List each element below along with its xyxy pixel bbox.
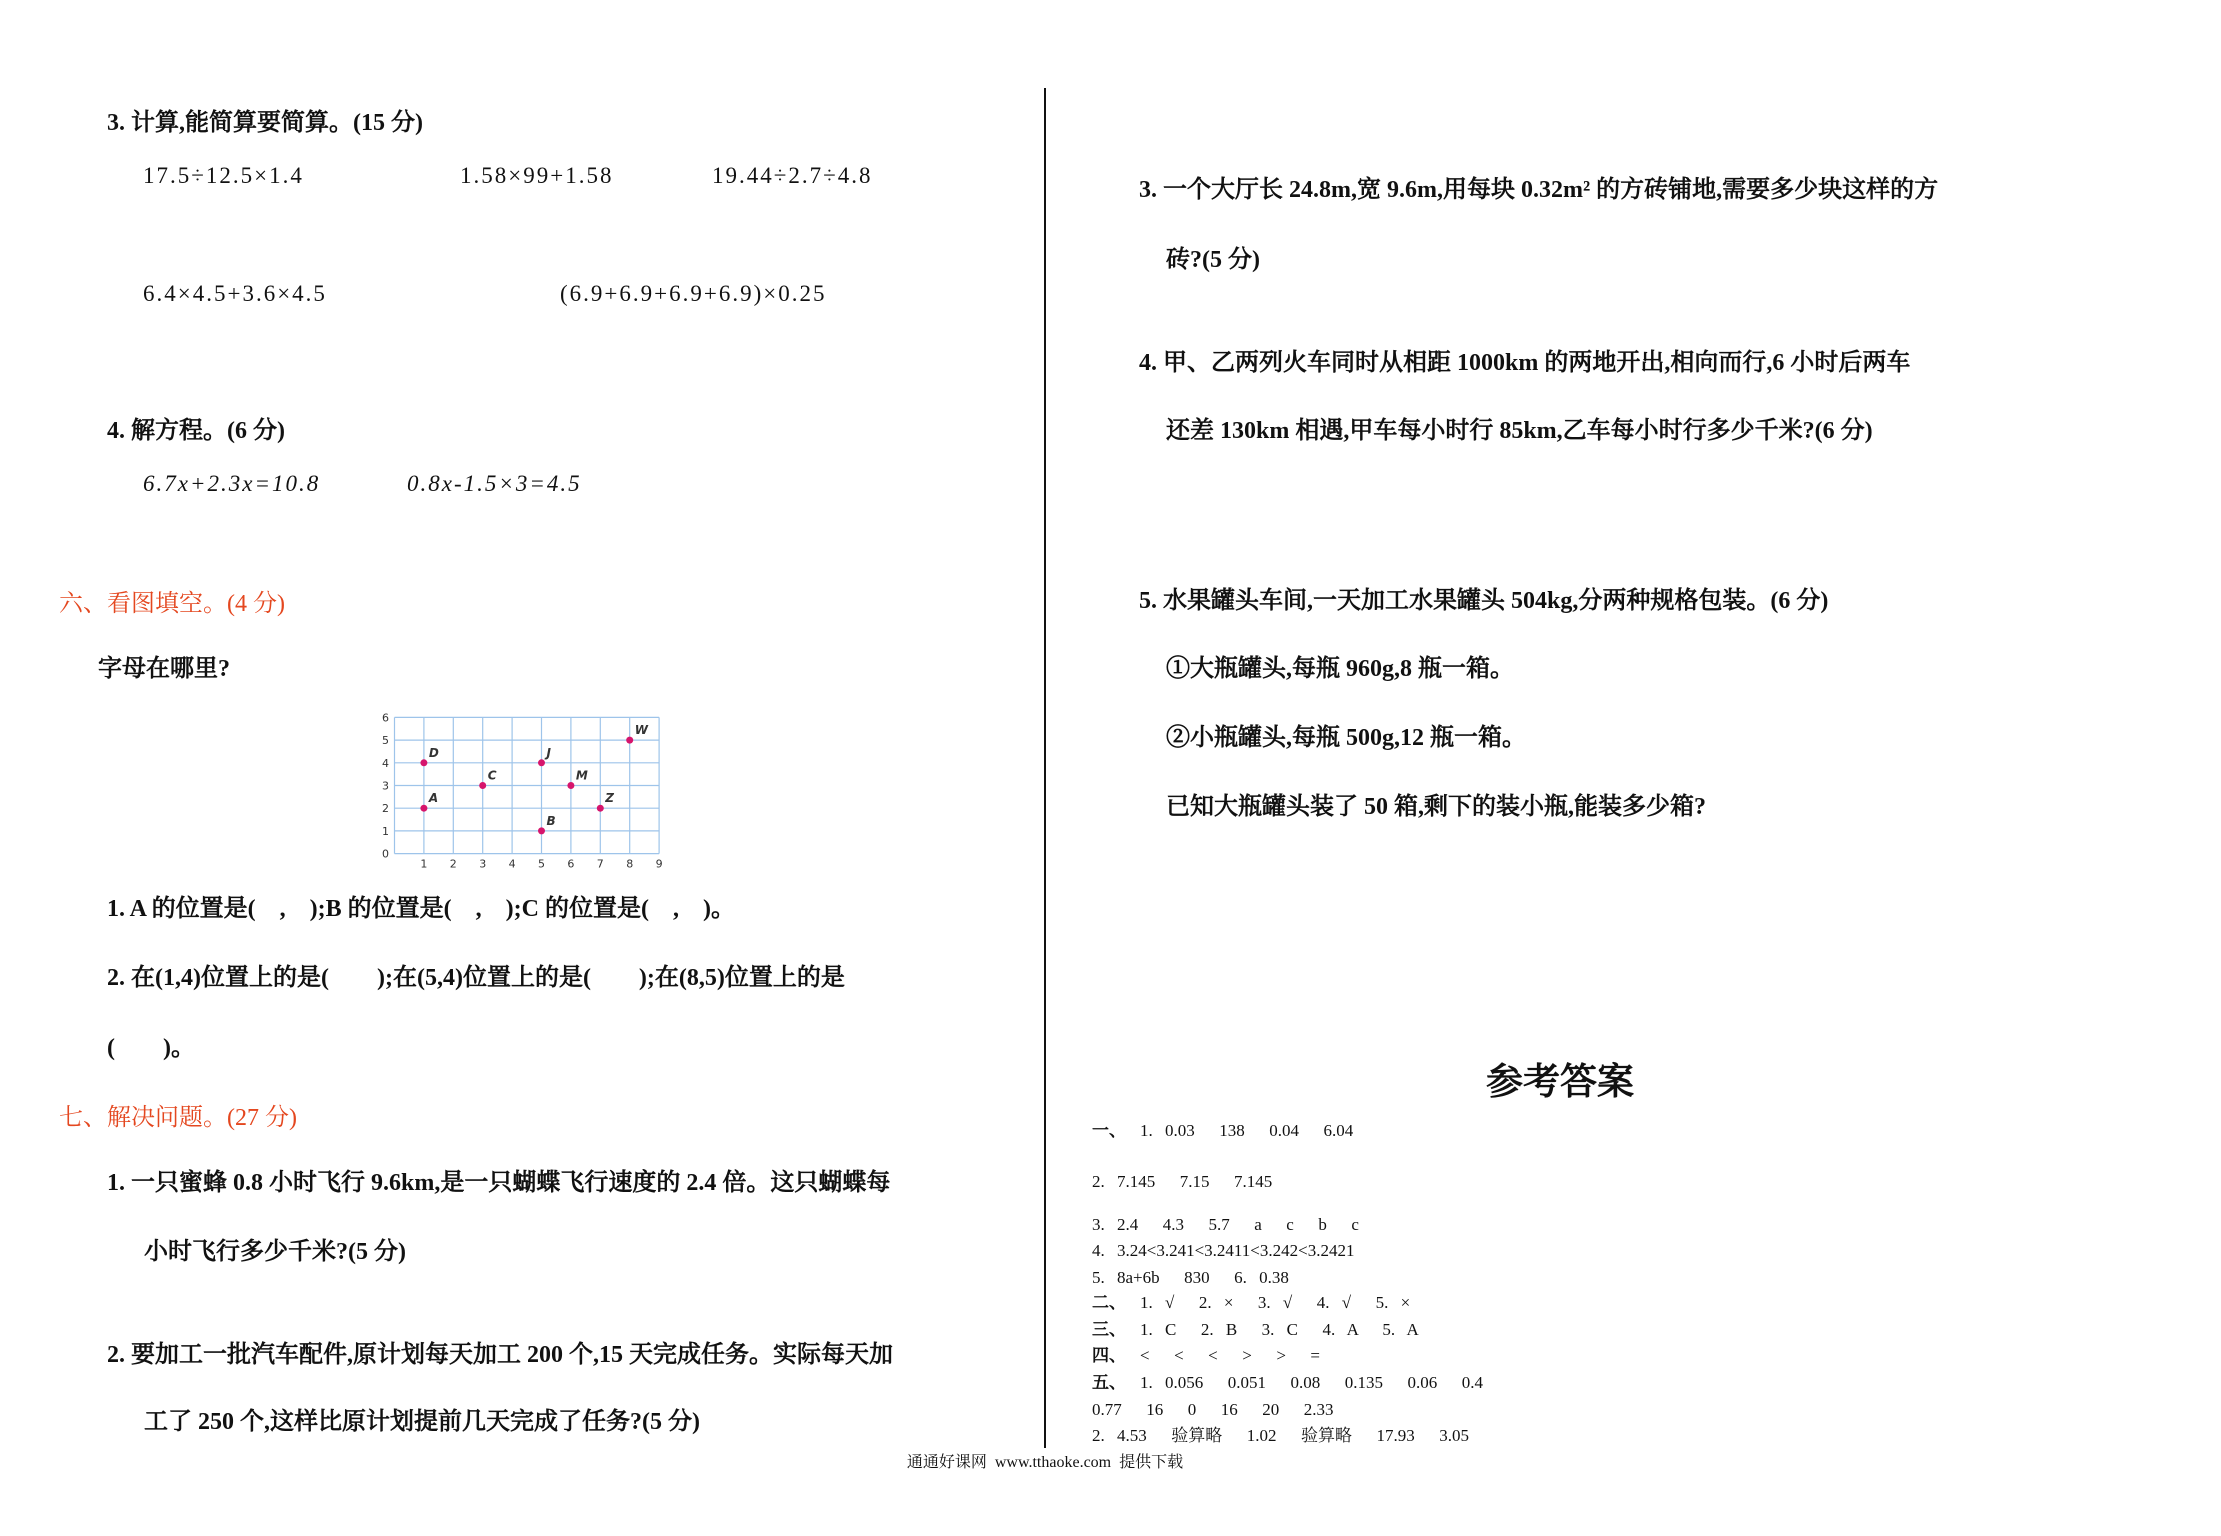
point-label-j: J <box>546 745 551 760</box>
answer-line <box>1092 1320 1419 1340</box>
point-label-m: M <box>575 768 588 783</box>
answer-text: 4. 3.24<3.241<3.2411<3.242<3.2421 <box>1092 1241 1355 1260</box>
answer-line <box>1092 1215 1359 1235</box>
problem-5-line-2: ①大瓶罐头,每瓶 960g,8 瓶一箱。 <box>1166 656 1514 682</box>
section-six-heading: 六、看图填空。(4 分) <box>59 591 285 617</box>
section-six-question-2-line-2: ( )。 <box>107 1035 195 1061</box>
answer-line <box>1092 1241 1354 1261</box>
y-tick-label: 3 <box>382 779 389 793</box>
point-label-w: W <box>634 723 648 738</box>
answer-text: 0.77 16 0 16 20 2.33 <box>1092 1400 1334 1419</box>
section-six-question-2-line-1: 2. 在(1,4)位置上的是( );在(5,4)位置上的是( );在(8,5)位置上的是 <box>107 965 845 991</box>
point-c <box>479 782 486 789</box>
point-label-b: B <box>546 813 556 828</box>
problem-1-line-1: 1. 一只蜜蜂 0.8 小时飞行 9.6km,是一只蝴蝶飞行速度的 2.4 倍。这只蝴蝶每 <box>107 1170 891 1196</box>
x-tick-label: 1 <box>420 857 428 871</box>
x-tick-label: 6 <box>567 857 575 871</box>
y-tick-label: 2 <box>382 802 389 816</box>
y-tick-label: 6 <box>382 711 389 725</box>
problem-5-line-4: 已知大瓶罐头装了 50 箱,剩下的装小瓶,能装多少箱? <box>1166 794 1706 820</box>
answer-text: 1. 0.056 0.051 0.08 0.135 0.06 0.4 <box>1140 1373 1483 1392</box>
x-tick-label: 3 <box>479 857 487 871</box>
point-w <box>626 737 633 744</box>
problem-3-line-1: 3. 一个大厅长 24.8m,宽 9.6m,用每块 0.32m² 的方砖铺地,需要多少块这样的方 <box>1139 177 1939 203</box>
point-label-d: D <box>428 745 439 760</box>
calc-expression: 6.4×4.5+3.6×4.5 <box>143 281 327 306</box>
answer-key-title: 参考答案 <box>1486 1060 1634 1103</box>
answer-text: 3. 2.4 4.3 5.7 a c b c <box>1092 1215 1359 1234</box>
section-six-question-1: 1. A 的位置是( , );B 的位置是( , );C 的位置是( , )。 <box>107 896 735 922</box>
grid-lines <box>395 717 660 853</box>
y-tick-label: 0 <box>382 847 389 861</box>
point-label-z: Z <box>605 791 615 806</box>
answer-text: < < < > > = <box>1140 1346 1321 1365</box>
x-tick-label: 8 <box>626 857 634 871</box>
answer-section-label: 一、 <box>1092 1121 1126 1140</box>
x-tick-label: 9 <box>655 857 663 871</box>
answer-text: 1. 0.03 138 0.04 6.04 <box>1140 1121 1354 1140</box>
calc-expression: 19.44÷2.7÷4.8 <box>712 163 873 188</box>
x-tick-label: 7 <box>596 857 604 871</box>
calc-expression: 17.5÷12.5×1.4 <box>143 163 304 188</box>
column-divider <box>1044 88 1046 1448</box>
y-tick-label: 5 <box>382 734 389 748</box>
answer-text: 1. √ 2. × 3. √ 4. √ 5. × <box>1140 1293 1411 1312</box>
problem-5-line-3: ②小瓶罐头,每瓶 500g,12 瓶一箱。 <box>1166 725 1526 751</box>
equation: 0.8x-1.5×3=4.5 <box>407 471 582 496</box>
problem-3-line-2: 砖?(5 分) <box>1166 247 1260 273</box>
answer-line <box>1092 1346 1320 1366</box>
answer-line <box>1092 1400 1334 1420</box>
problem-4-line-2: 还差 130km 相遇,甲车每小时行 85km,乙车每小时行多少千米?(6 分) <box>1166 418 1873 444</box>
answer-line <box>1092 1172 1272 1192</box>
calc-expression: (6.9+6.9+6.9+6.9)×0.25 <box>560 281 827 306</box>
problem-1-line-2: 小时飞行多少千米?(5 分) <box>144 1239 406 1265</box>
page-footer: 通通好课网 www.tthaoke.com 提供下载 <box>906 1454 1184 1471</box>
answer-line <box>1092 1426 1469 1446</box>
point-b <box>538 827 545 834</box>
section-seven-heading: 七、解决问题。(27 分) <box>59 1105 297 1131</box>
answer-line <box>1092 1268 1289 1288</box>
coordinate-grid-figure <box>360 700 680 880</box>
y-tick-label: 1 <box>382 824 389 838</box>
point-label-c: C <box>487 768 497 783</box>
answer-section-label: 二、 <box>1092 1293 1126 1312</box>
x-tick-label: 5 <box>538 857 545 871</box>
point-j <box>538 759 545 766</box>
point-label-a: A <box>428 791 439 806</box>
equation-question-title: 4. 解方程。(6 分) <box>107 418 285 444</box>
section-six-prompt: 字母在哪里? <box>98 656 230 682</box>
problem-4-line-1: 4. 甲、乙两列火车同时从相距 1000km 的两地开出,相向而行,6 小时后两车 <box>1139 350 1911 376</box>
point-a <box>420 805 427 812</box>
calc-expression: 1.58×99+1.58 <box>460 163 614 188</box>
problem-2-line-2: 工了 250 个,这样比原计划提前几天完成了任务?(5 分) <box>144 1409 700 1435</box>
answer-text: 2. 7.145 7.15 7.145 <box>1092 1172 1273 1191</box>
point-d <box>420 759 427 766</box>
answer-text: 5. 8a+6b 830 6. 0.38 <box>1092 1268 1289 1287</box>
calc-question-title: 3. 计算,能简算要简算。(15 分) <box>107 110 423 136</box>
answer-line <box>1092 1121 1353 1141</box>
answer-line <box>1092 1373 1483 1393</box>
problem-5-line-1: 5. 水果罐头车间,一天加工水果罐头 504kg,分两种规格包装。(6 分) <box>1139 588 1829 614</box>
point-z <box>597 805 604 812</box>
answer-text: 2. 4.53 验算略 1.02 验算略 17.93 3.05 <box>1092 1426 1469 1445</box>
answer-section-label: 四、 <box>1092 1346 1126 1365</box>
x-tick-label: 4 <box>508 857 516 871</box>
answer-section-label: 五、 <box>1092 1373 1126 1392</box>
equation: 6.7x+2.3x=10.8 <box>143 471 321 496</box>
x-tick-label: 2 <box>449 857 457 871</box>
answer-text: 1. C 2. B 3. C 4. A 5. A <box>1140 1320 1419 1339</box>
problem-2-line-1: 2. 要加工一批汽车配件,原计划每天加工 200 个,15 天完成任务。实际每天加 <box>107 1342 893 1368</box>
answer-line <box>1092 1293 1410 1313</box>
answer-section-label: 三、 <box>1092 1320 1126 1339</box>
y-tick-label: 4 <box>382 756 389 770</box>
point-m <box>567 782 574 789</box>
